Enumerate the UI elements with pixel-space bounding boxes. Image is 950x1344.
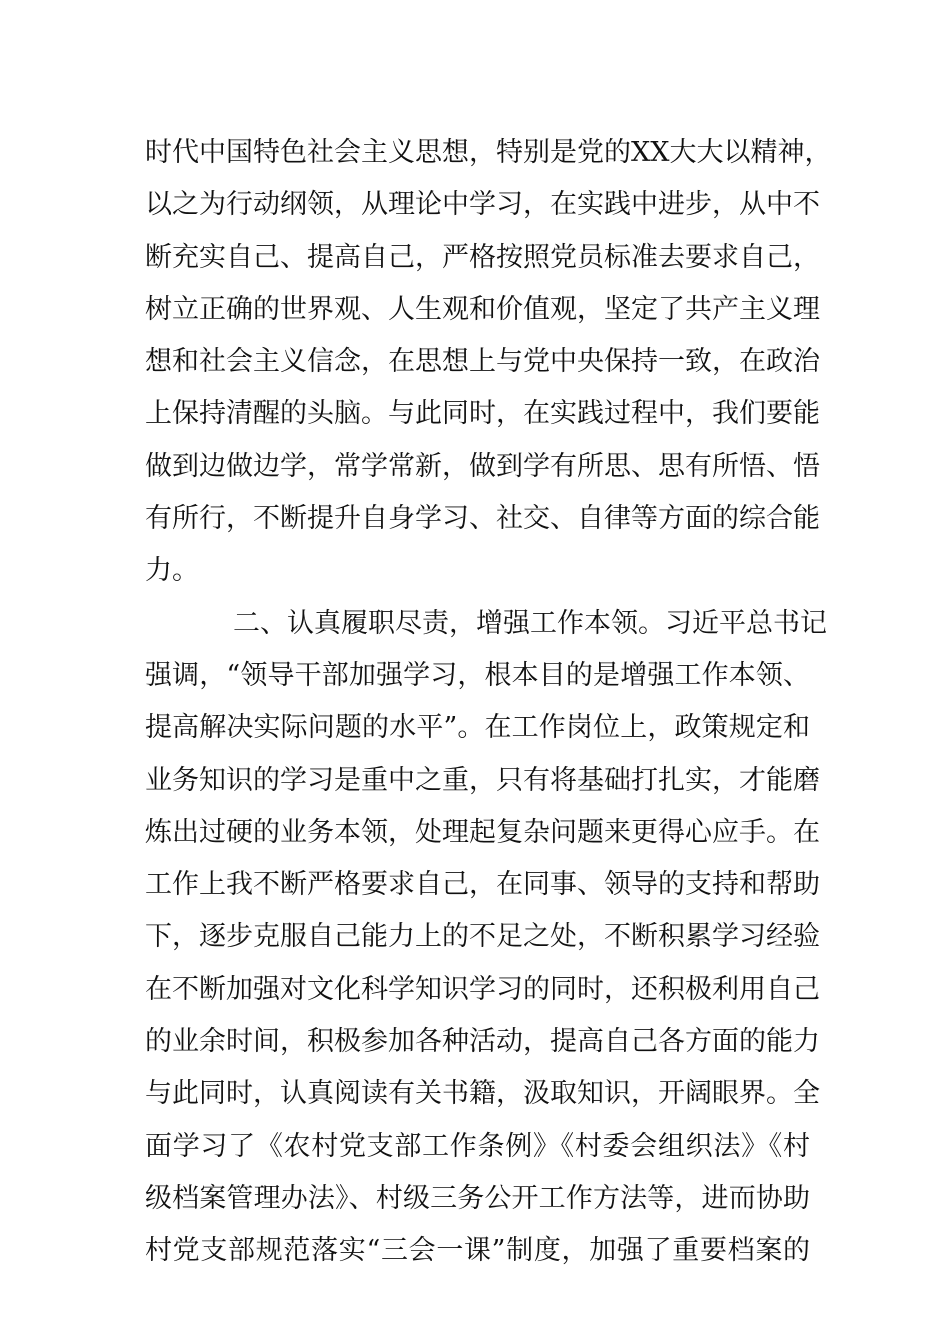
- text-line: 想和社会主义信念，在思想上与党中央保持一致，在政治: [145, 346, 820, 378]
- text-line: 强调，“领导干部加强学习，根本目的是增强工作本领、: [145, 659, 810, 691]
- text-line: 面学习了《农村党支部工作条例》《村委会组织法》《村: [145, 1130, 810, 1162]
- text-line: 断充实自己、提高自己，严格按照党员标准去要求自己，: [145, 241, 820, 273]
- text-line: 树立正确的世界观、人生观和价值观，坚定了共产主义理: [145, 293, 820, 325]
- text-line: 工作上我不断严格要求自己，在同事、领导的支持和帮助: [145, 869, 820, 901]
- text-line: 力。: [145, 555, 199, 587]
- body-text: [145, 127, 832, 1278]
- text-line: 上保持清醒的头脑。与此同时，在实践过程中，我们要能: [145, 398, 820, 430]
- text-line: 以之为行动纲领，从理论中学习，在实践中进步，从中不: [145, 189, 820, 221]
- text-line: 炼出过硬的业务本领，处理起复杂问题来更得心应手。在: [145, 816, 820, 848]
- text-line: 与此同时，认真阅读有关书籍，汲取知识，开阔眼界。全: [145, 1078, 820, 1110]
- text-line: 级档案管理办法》、村级三务公开工作方法等，进而协助: [145, 1182, 810, 1214]
- text-line: 在不断加强对文化科学知识学习的同时，还积极利用自己: [145, 973, 820, 1005]
- text-line: 做到边做边学，常学常新，做到学有所思、思有所悟、悟: [145, 450, 820, 482]
- text-line: 时代中国特色社会主义思想，特别是党的XX大大以精神，: [145, 137, 832, 168]
- text-line: 下，逐步克服自己能力上的不足之处，不断积累学习经验: [145, 921, 820, 953]
- section-heading-line: 二、认真履职尽责，增强工作本领。习近平总书记: [233, 607, 827, 639]
- text-line: 有所行，不断提升自身学习、社交、自律等方面的综合能: [145, 503, 820, 535]
- text-line: 业务知识的学习是重中之重，只有将基础打扎实，才能磨: [145, 764, 820, 796]
- text-line: 的业余时间，积极参加各种活动，提高自己各方面的能力: [145, 1026, 820, 1058]
- text-line: 村党支部规范落实“三会一课”制度，加强了重要档案的: [145, 1235, 810, 1267]
- text-line: 提高解决实际问题的水平”。在工作岗位上，政策规定和: [145, 712, 810, 744]
